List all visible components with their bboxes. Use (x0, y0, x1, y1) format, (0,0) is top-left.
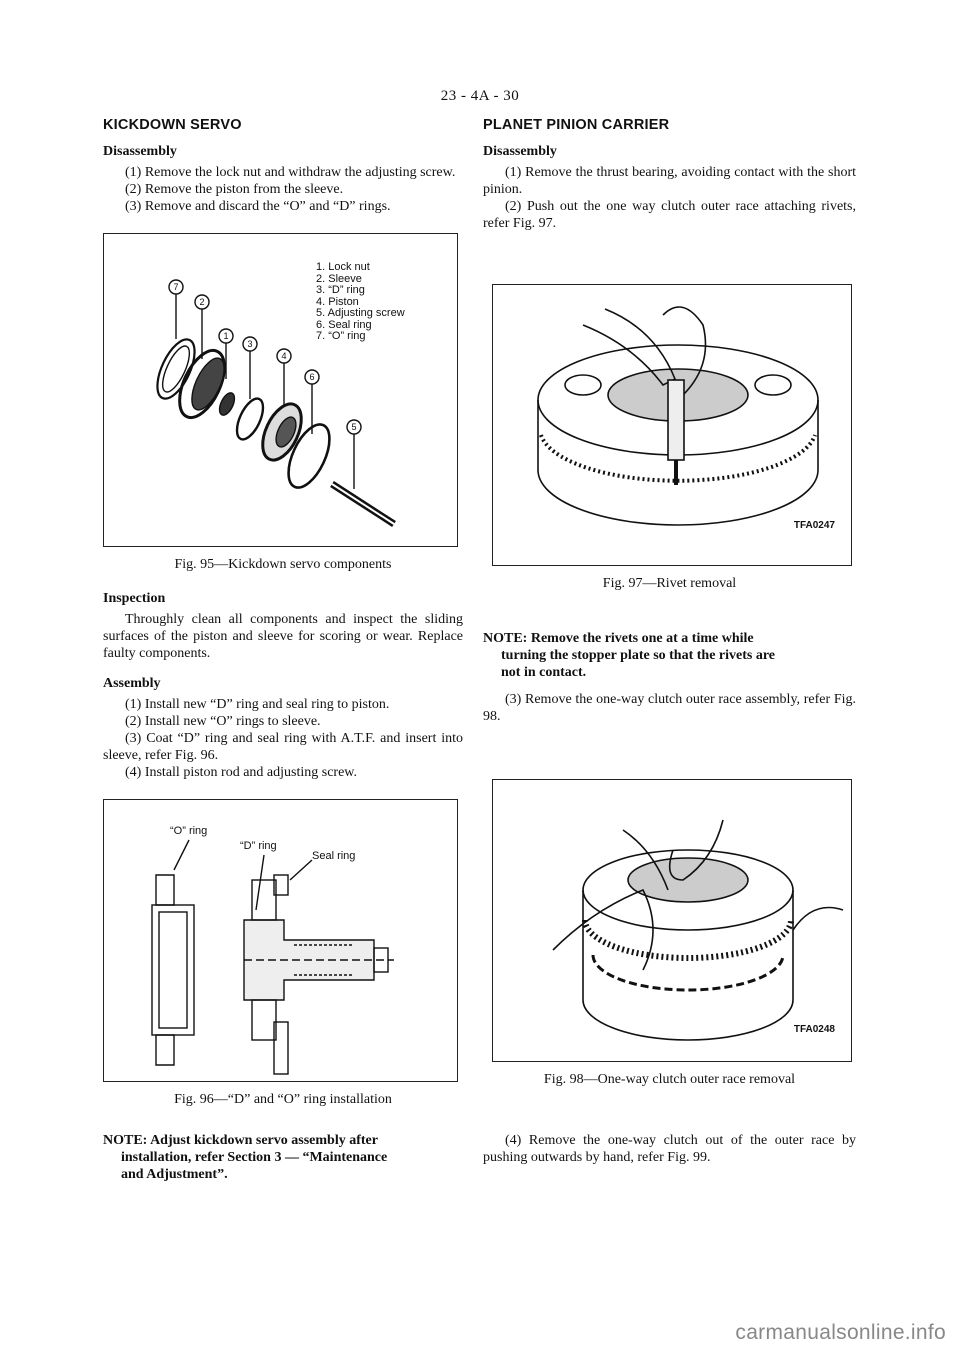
page-number: 23 - 4A - 30 (440, 88, 520, 104)
step: (1) Remove the lock nut and withdraw the adjusting screw. (125, 165, 456, 180)
figure-95-caption: Fig. 95—Kickdown servo components (174, 557, 392, 572)
figure-95 (103, 233, 458, 547)
callout-4: 4 (281, 351, 287, 361)
step: (2) Remove the piston from the sleeve. (125, 182, 344, 197)
legend-item: 3. “D” ring (316, 284, 365, 296)
callout-1: 1 (223, 331, 229, 341)
note-line: and Adjustment”. (121, 1167, 228, 1182)
callout-7: 7 (173, 282, 179, 292)
legend-item: 1. Lock nut (316, 261, 370, 273)
figure-97 (492, 284, 852, 566)
legend-item: 7. “O” ring (316, 330, 366, 342)
callout-2: 2 (199, 297, 205, 307)
figure-98-caption: Fig. 98—One-way clutch outer race removal (543, 1072, 796, 1087)
label-seal-ring: Seal ring (312, 850, 356, 862)
note-line: installation, refer Section 3 — “Maintenance (121, 1150, 388, 1165)
heading-disassembly: Disassembly (483, 144, 557, 159)
step: (2) Push out the one way clutch outer race attaching rivets, refer Fig. 97. (483, 199, 856, 231)
note-rivets (483, 630, 856, 681)
heading-inspection: Inspection (103, 591, 166, 606)
step: (2) Install new “O” rings to sleeve. (125, 714, 321, 729)
inspection-text: Throughly clean all components and inspect the sliding surfaces of the piston and sleeve for scoring or wear. Replace faulty components. (103, 612, 463, 661)
right-column (483, 116, 856, 1166)
label-o-ring: “O” ring (170, 825, 208, 837)
label-d-ring: “D” ring (240, 840, 277, 852)
legend-item: 6. Seal ring (316, 318, 372, 331)
left-column (103, 116, 463, 1183)
figure-98 (492, 779, 852, 1062)
step: (3) Coat “D” ring and seal ring with A.T.F. and insert into sleeve, refer Fig. 96. (103, 731, 463, 763)
photo-code: TFA0247 (793, 520, 835, 531)
section-title-kickdown-servo: KICKDOWN SERVO (103, 117, 242, 133)
note-kickdown (103, 1132, 463, 1183)
figure-96-caption: Fig. 96—“D” and “O” ring installation (174, 1092, 392, 1107)
note-line: NOTE: Remove the rivets one at a time while (483, 631, 754, 646)
callout-3: 3 (247, 339, 253, 349)
heading-disassembly: Disassembly (103, 144, 177, 159)
heading-assembly: Assembly (103, 676, 161, 691)
step: (1) Install new “D” ring and seal ring to piston. (125, 697, 390, 712)
callout-5: 5 (351, 422, 357, 432)
kickdown-servo-exploded-illustration (104, 234, 456, 545)
figure-97-caption: Fig. 97—Rivet removal (602, 576, 737, 591)
legend-item: 5. Adjusting screw (316, 307, 405, 319)
ring-installation-diagram (104, 800, 456, 1080)
outer-race-removal-photo (493, 780, 850, 1060)
legend-item: 2. Sleeve (316, 272, 362, 285)
section-title-planet-pinion-carrier: PLANET PINION CARRIER (483, 117, 670, 133)
figure-96 (103, 799, 458, 1082)
step: (3) Remove and discard the “O” and “D” rings. (125, 199, 391, 214)
note-line: not in contact. (501, 665, 587, 680)
note-line: NOTE: Adjust kickdown servo assembly after (103, 1133, 378, 1148)
step: (3) Remove the one-way clutch outer race assembly, refer Fig. 98. (483, 692, 856, 724)
watermark: carmanualsonline.info (735, 1321, 946, 1344)
note-line: turning the stopper plate so that the rivets are (501, 648, 776, 663)
step: (4) Remove the one-way clutch out of the outer race by pushing outwards by hand, refer Fig. 99. (483, 1133, 856, 1165)
photo-code: TFA0248 (793, 1024, 835, 1035)
step: (1) Remove the thrust bearing, avoiding contact with the short pinion. (483, 165, 856, 197)
legend-item: 4. Piston (316, 295, 359, 308)
step: (4) Install piston rod and adjusting screw. (125, 765, 357, 780)
callout-6: 6 (309, 372, 315, 382)
